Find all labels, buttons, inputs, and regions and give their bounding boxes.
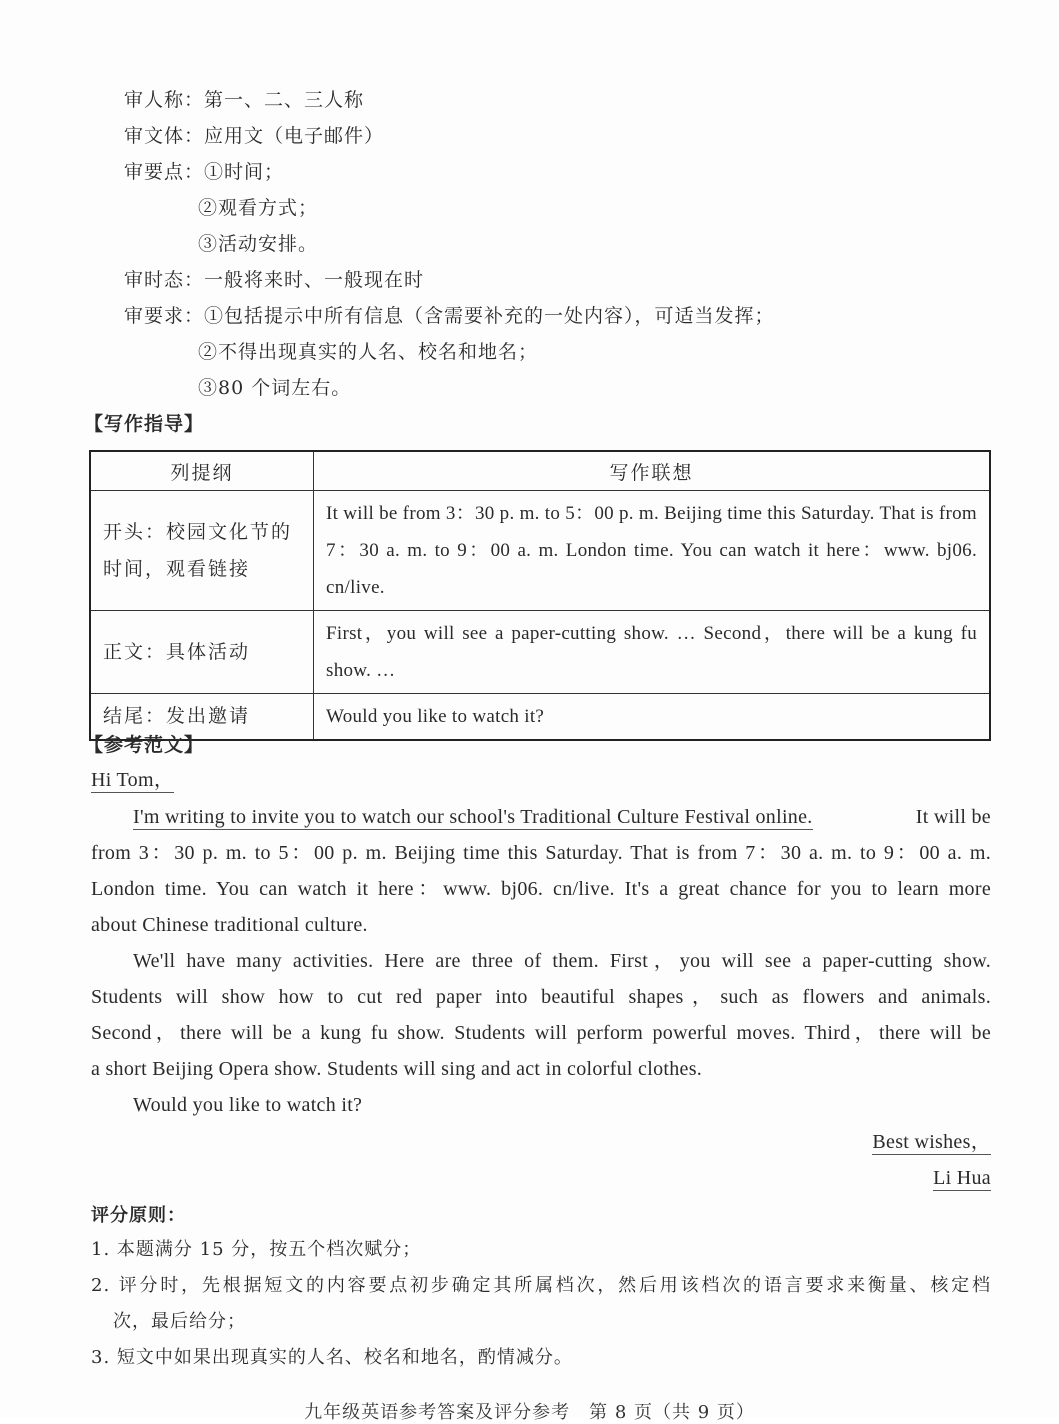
col-outline-header: 列提纲 bbox=[90, 451, 314, 491]
outline-cell: 正文：具体活动 bbox=[90, 611, 314, 694]
col-ideas-header: 写作联想 bbox=[314, 451, 991, 491]
paragraph-2-line-4: a short Beijing Opera show. Students will sing and act in colorful clothes. bbox=[91, 1058, 703, 1080]
idea-cell: It will be from 3：30 p. m. to 5：00 p. m. Beijing time this Saturday. That is from 7：30 a. m. to 9：00 a. m. London time. You can watch it here：www. bj06. cn/live. bbox=[314, 491, 991, 611]
scoring-rule-2-line-2: 次，最后给分； bbox=[113, 1311, 246, 1332]
greeting: Hi Tom， bbox=[91, 769, 175, 791]
review-req-3: ③80 个词左右。 bbox=[198, 377, 352, 399]
page-footer: 九年级英语参考答案及评分参考 第 8 页（共 9 页） bbox=[304, 1402, 755, 1423]
paragraph-1-line-4: about Chinese traditional culture. bbox=[91, 914, 368, 936]
signature: Li Hua bbox=[933, 1167, 991, 1189]
paragraph-1-line-2: from 3：30 p. m. to 5：00 p. m. Beijing time this Saturday. That is from 7：30 a. m. to 9：00 a. m. bbox=[91, 842, 991, 864]
table-header-row bbox=[90, 451, 990, 491]
idea-cell: First，you will see a paper-cutting show. … Second，there will be a kung fu show. … bbox=[314, 611, 991, 694]
review-style: 审文体：应用文（电子邮件） bbox=[124, 125, 385, 147]
review-points-3: ③活动安排。 bbox=[198, 233, 319, 255]
review-points-2: ②观看方式； bbox=[198, 197, 319, 219]
table-row bbox=[90, 491, 990, 611]
paragraph-3: Would you like to watch it? bbox=[133, 1094, 363, 1116]
outline-cell: 开头：校园文化节的时间，观看链接 bbox=[90, 491, 314, 611]
underlined-opening-sentence: I'm writing to invite you to watch our school's Traditional Culture Festival online. bbox=[133, 806, 813, 828]
closing: Best wishes， bbox=[872, 1131, 991, 1153]
paragraph-2-line-3: Second，there will be a kung fu show. Students will perform powerful moves. Third，there will be bbox=[91, 1022, 991, 1044]
scoring-rule-2-line-1: 2. 评分时，先根据短文的内容要点初步确定其所属档次，然后用该档次的语言要求来衡量、核定档 bbox=[91, 1275, 991, 1296]
paragraph-1-line-3: London time. You can watch it here：www. bj06. cn/live. It's a great chance for you to learn more bbox=[91, 878, 991, 900]
paragraph-2-line-1: We'll have many activities. Here are three of them. First，you will see a paper-cutting show. bbox=[133, 950, 991, 972]
paragraph-2-line-2: Students will show how to cut red paper into beautiful shapes，such as flowers and animals. bbox=[91, 986, 991, 1008]
paragraph-1-line-1 bbox=[91, 803, 991, 831]
scoring-rule-1: 1. 本题满分 15 分，按五个档次赋分； bbox=[91, 1239, 422, 1260]
paragraph-1-line-1-rest: It will be bbox=[915, 806, 991, 828]
guide-heading: 【写作指导】 bbox=[84, 413, 205, 435]
idea-cell: Would you like to watch it? bbox=[314, 694, 991, 741]
writing-guide-table bbox=[89, 450, 991, 741]
review-tense: 审时态：一般将来时、一般现在时 bbox=[124, 269, 425, 291]
scoring-rule-3: 3. 短文中如果出现真实的人名、校名和地名，酌情减分。 bbox=[91, 1347, 573, 1368]
table-row bbox=[90, 694, 990, 741]
review-req-1: 审要求：①包括提示中所有信息（含需要补充的一处内容），可适当发挥； bbox=[124, 305, 775, 327]
scoring-heading: 评分原则： bbox=[91, 1205, 186, 1226]
review-req-2: ②不得出现真实的人名、校名和地名； bbox=[198, 341, 539, 363]
table-row bbox=[90, 611, 990, 694]
outline-cell: 结尾：发出邀请 bbox=[90, 694, 314, 741]
review-person: 审人称：第一、二、三人称 bbox=[124, 89, 365, 111]
sample-heading: 【参考范文】 bbox=[84, 734, 205, 756]
review-points-1: 审要点：①时间； bbox=[124, 161, 285, 183]
